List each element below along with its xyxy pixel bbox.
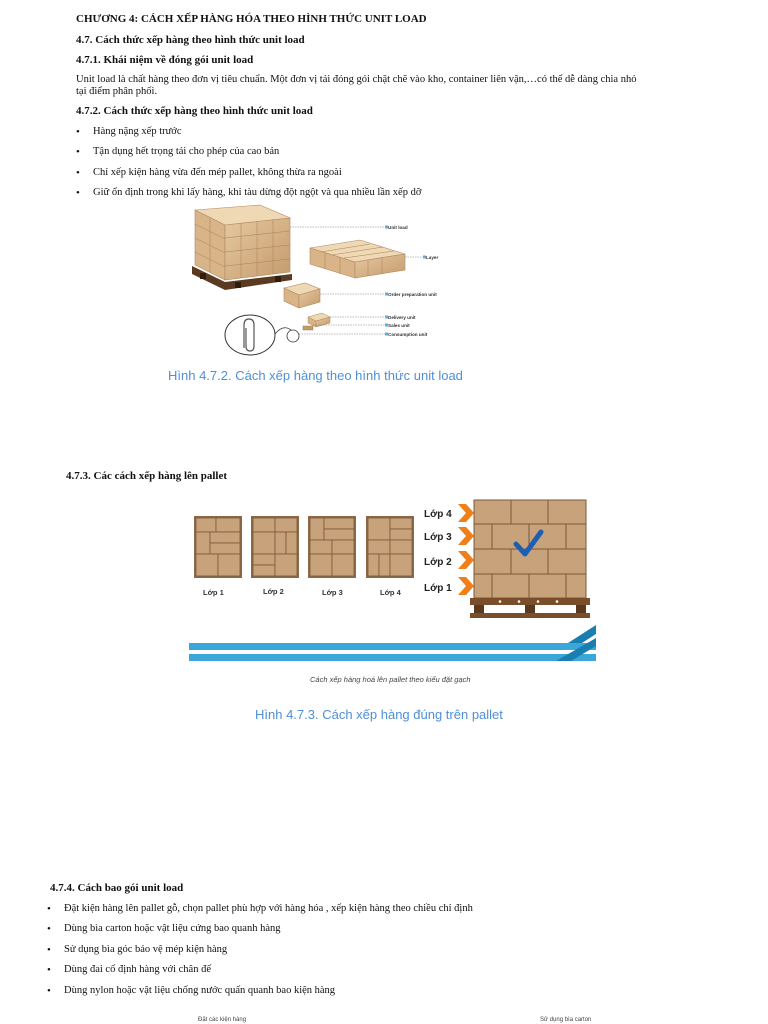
decorative-stripes: [189, 625, 596, 661]
bottom-figure-label: Sử dụng bìa carton: [540, 1017, 592, 1023]
section-4-7-title: 4.7. Cách thức xếp hàng theo hình thức unit load: [76, 34, 305, 46]
layer-stack: [310, 240, 405, 278]
layer-arrows: [458, 504, 474, 595]
chapter-title: CHƯƠNG 4: CÁCH XẾP HÀNG HÓA THEO HÌNH THỨC UNIT LOAD: [76, 13, 427, 25]
list-item: • Chỉ xếp kiện hàng vừa đến mép pallet, không thừa ra ngoài: [93, 166, 421, 186]
label-order-preparation-unit: Order preparation unit: [388, 292, 437, 297]
section-4-7-2-bullets: [93, 125, 421, 207]
list-item: • Tận dụng hết trọng tải cho phép của cao bản: [93, 145, 421, 165]
pallet-stacking-figure: [186, 498, 601, 690]
label-unit-load: Unit load: [388, 225, 408, 230]
section-4-7-1-paragraph: [76, 74, 636, 98]
layer-pattern: [308, 516, 356, 578]
layer-label: Lớp 1: [203, 588, 224, 597]
label-delivery-unit: Delivery unit: [388, 315, 416, 320]
label-sales-unit: Sales unit: [388, 323, 410, 328]
inner-caption: Cách xếp hàng hoá lên pallet theo kiểu đặt gạch: [310, 675, 471, 684]
paragraph-line: tại điểm phân phối.: [76, 86, 158, 97]
figure-4-7-3-caption: Hình 4.7.3. Cách xếp hàng đúng trên pallet: [255, 707, 503, 722]
section-4-7-2-title: 4.7.2. Cách thức xếp hàng theo hình thức unit load: [76, 105, 313, 117]
bottom-figure-label: Đặt các kiện hàng: [198, 1017, 247, 1023]
list-item: • Giữ ổn định trong khi lấy hàng, khi tàu dừng đột ngột và qua nhiều lần xếp dỡ: [93, 186, 421, 206]
layer-pattern: [251, 516, 299, 578]
label-layer: Layer: [426, 255, 439, 260]
section-4-7-4-title: 4.7.4. Cách bao gói unit load: [50, 882, 184, 894]
label-consumption-unit: Consumption unit: [388, 332, 428, 337]
stack-label: Lớp 4: [424, 509, 452, 520]
figure-4-7-2-caption: Hình 4.7.2. Cách xếp hàng theo hình thức unit load: [168, 368, 463, 383]
stack-label: Lớp 2: [424, 557, 452, 568]
layer-label: Lớp 4: [380, 588, 401, 597]
list-item: • Sử dụng bìa góc bảo vệ mép kiện hàng: [64, 943, 473, 963]
layer-pattern: [366, 516, 414, 578]
stack-label: Lớp 1: [424, 583, 452, 594]
list-item: • Dùng nylon hoặc vật liệu chống nước quấn quanh bao kiện hàng: [64, 984, 473, 1004]
section-4-7-1-title: 4.7.1. Khái niệm về đóng gói unit load: [76, 54, 254, 66]
sales-unit: [303, 326, 313, 330]
section-4-7-4-bullets: [64, 902, 473, 1004]
layer-pattern: [194, 516, 242, 578]
list-item: • Dùng đai cố định hàng với chân đế: [64, 963, 473, 983]
paperclip-icon: [225, 315, 299, 355]
section-4-7-3-title: 4.7.3. Các cách xếp hàng lên pallet: [66, 470, 228, 482]
unit-load-figure: [180, 200, 455, 358]
layer-label: Lớp 3: [322, 588, 343, 597]
unit-load-stack: [192, 205, 292, 290]
list-item: • Hàng nặng xếp trước: [93, 125, 421, 145]
pallet: [470, 598, 590, 618]
layer-label: Lớp 2: [263, 587, 284, 596]
paragraph-line: Unit load là chất hàng theo đơn vị tiêu chuẩn. Một đơn vị tải đóng gói chặt chẽ vào kho, container liên vận,…có thể dễ dàng chia nhỏ: [76, 74, 637, 85]
list-item: • Dùng bìa carton hoặc vật liệu cứng bao quanh hàng: [64, 922, 473, 942]
order-preparation-unit: [284, 283, 320, 308]
stack-label: Lớp 3: [424, 532, 452, 543]
list-item: • Đặt kiện hàng lên pallet gỗ, chọn pallet phù hợp với hàng hóa , xếp kiện hàng theo chiều chỉ định: [64, 902, 473, 922]
